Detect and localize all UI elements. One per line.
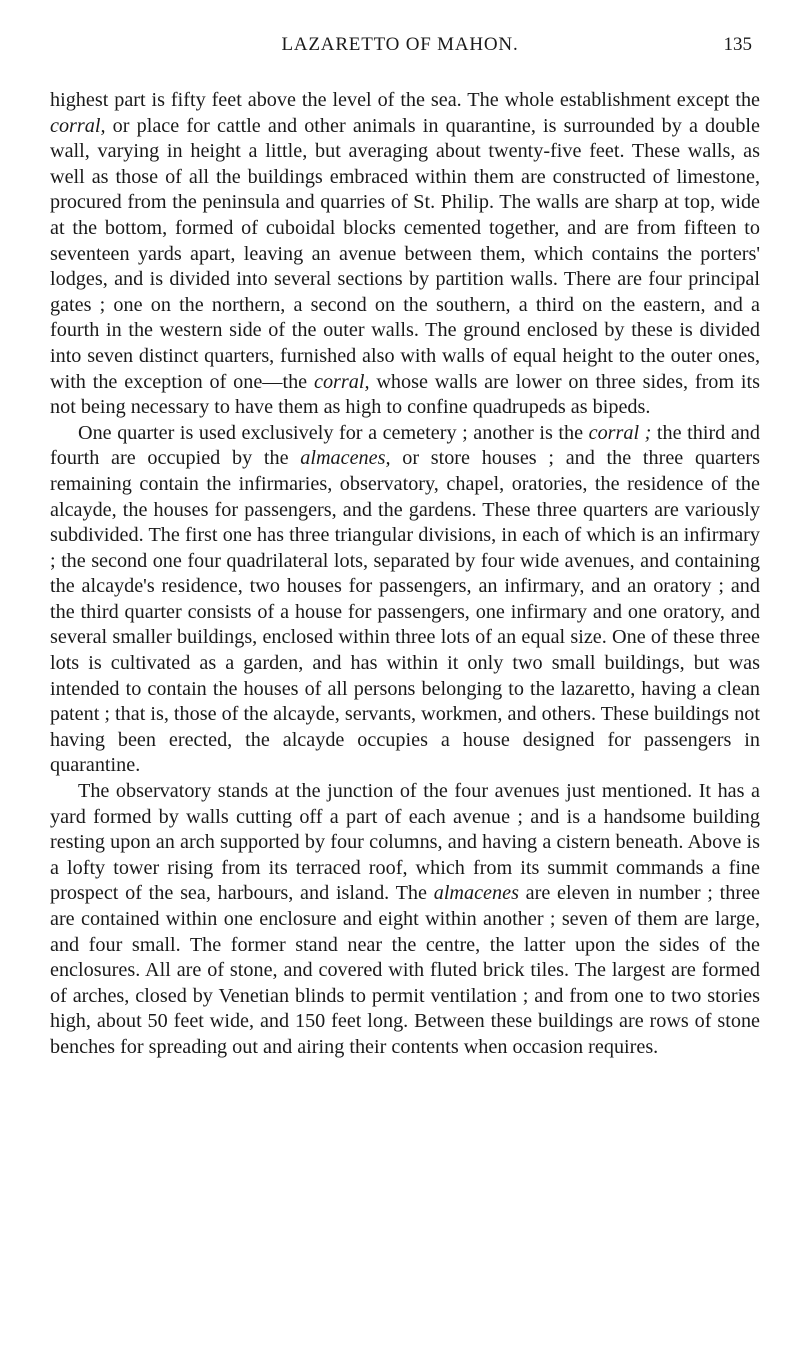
paragraph-3 — [50, 779, 760, 1061]
page-number: 135 — [723, 34, 752, 55]
text-run: highest part is fifty feet above the level of the sea. The whole establishment except the — [50, 89, 760, 111]
running-head — [0, 30, 800, 60]
text-run: are eleven in number ; three are contained within one enclosure and eight within another ; seven of them are large, and four small. The former stand near the centre, the latter upon the sides of the enclosures. All are of stone, and covered with fluted brick tiles. The largest are formed of arches, closed by Venetian blinds to permit ventilation ; and from one to two stories high, about 50 feet wide, and 150 feet long. Between these buildings are rows of stone benches for spreading out and airing their contents when occasion requires. — [50, 882, 761, 1058]
italic-term: corral ; — [588, 421, 652, 444]
text-run: or place for cattle and other animals in quarantine, is surrounded by a double wall, varying in height a little, but averaging about twenty-five feet. These walls, as well as those of all the buildings embraced within them are constructed of limestone, procured from the peninsula and quarries of St. Philip. The walls are sharp at top, wide at the bottom, formed of cuboidal blocks cemented together, and are from fifteen to seventeen yards apart, leaving an avenue between them, which contains the porters' lodges, and is divided into several sections by partition walls. There are four principal gates ; one on the northern, a second on the southern, a third on the eastern, and a fourth in the western side of the outer walls. The ground enclosed by these is divided into seven distinct quarters, furnished also with walls of equal height to the outer ones, with the exception of one—the — [50, 114, 760, 393]
italic-term: corral, — [50, 114, 106, 137]
italic-term: corral, — [313, 370, 370, 393]
paragraph-1 — [50, 88, 760, 421]
running-title: LAZARETTO OF MAHON. — [281, 34, 519, 55]
italic-term: almacenes — [433, 882, 519, 905]
body-text — [50, 88, 760, 1061]
text-run: or store houses ; and the three quarters remaining contain the infirmaries, observatory, chapel, oratories, the residence of the alcayde, the houses for passengers, and the gardens. These three quarters are variously subdivided. The first one has three triangular divisions, in each of which is an infirmary ; the second one four quadrilateral lots, separated by four wide avenues, and containing the alcayde's residence, two houses for passengers, an infirmary, and an oratory ; and the third quarter consists of a house for passengers, one infirmary and one oratory, and several smaller buildings, enclosed within three lots of an equal size. One of these three lots is cultivated as a garden, and has within it only two small buildings, but was intended to contain the houses of all persons belonging to the lazaretto, having a clean patent ; that is, those of the alcayde, servants, workmen, and others. These buildings not having been erected, the alcayde occupies a house designed for passengers in quarantine. — [50, 447, 760, 777]
text-run: the third and fourth are occupied by the — [50, 421, 760, 470]
italic-term: almacenes, — [300, 447, 391, 470]
paragraph-2 — [50, 421, 760, 779]
text-run: whose walls are lower on three sides, from its not being necessary to have them as high to confine quadrupeds as bipeds. — [50, 370, 761, 419]
text-run: The observatory stands at the junction of the four avenues just mentioned. It has a yard formed by walls cutting off a part of each avenue ; and is a handsome building resting upon an arch supported by four columns, and having a cistern beneath. Above is a lofty tower rising from its terraced roof, which from its summit commands a fine prospect of the sea, harbours, and island. The — [50, 780, 760, 905]
text-run: One quarter is used exclusively for a cemetery ; another is the — [78, 421, 589, 444]
